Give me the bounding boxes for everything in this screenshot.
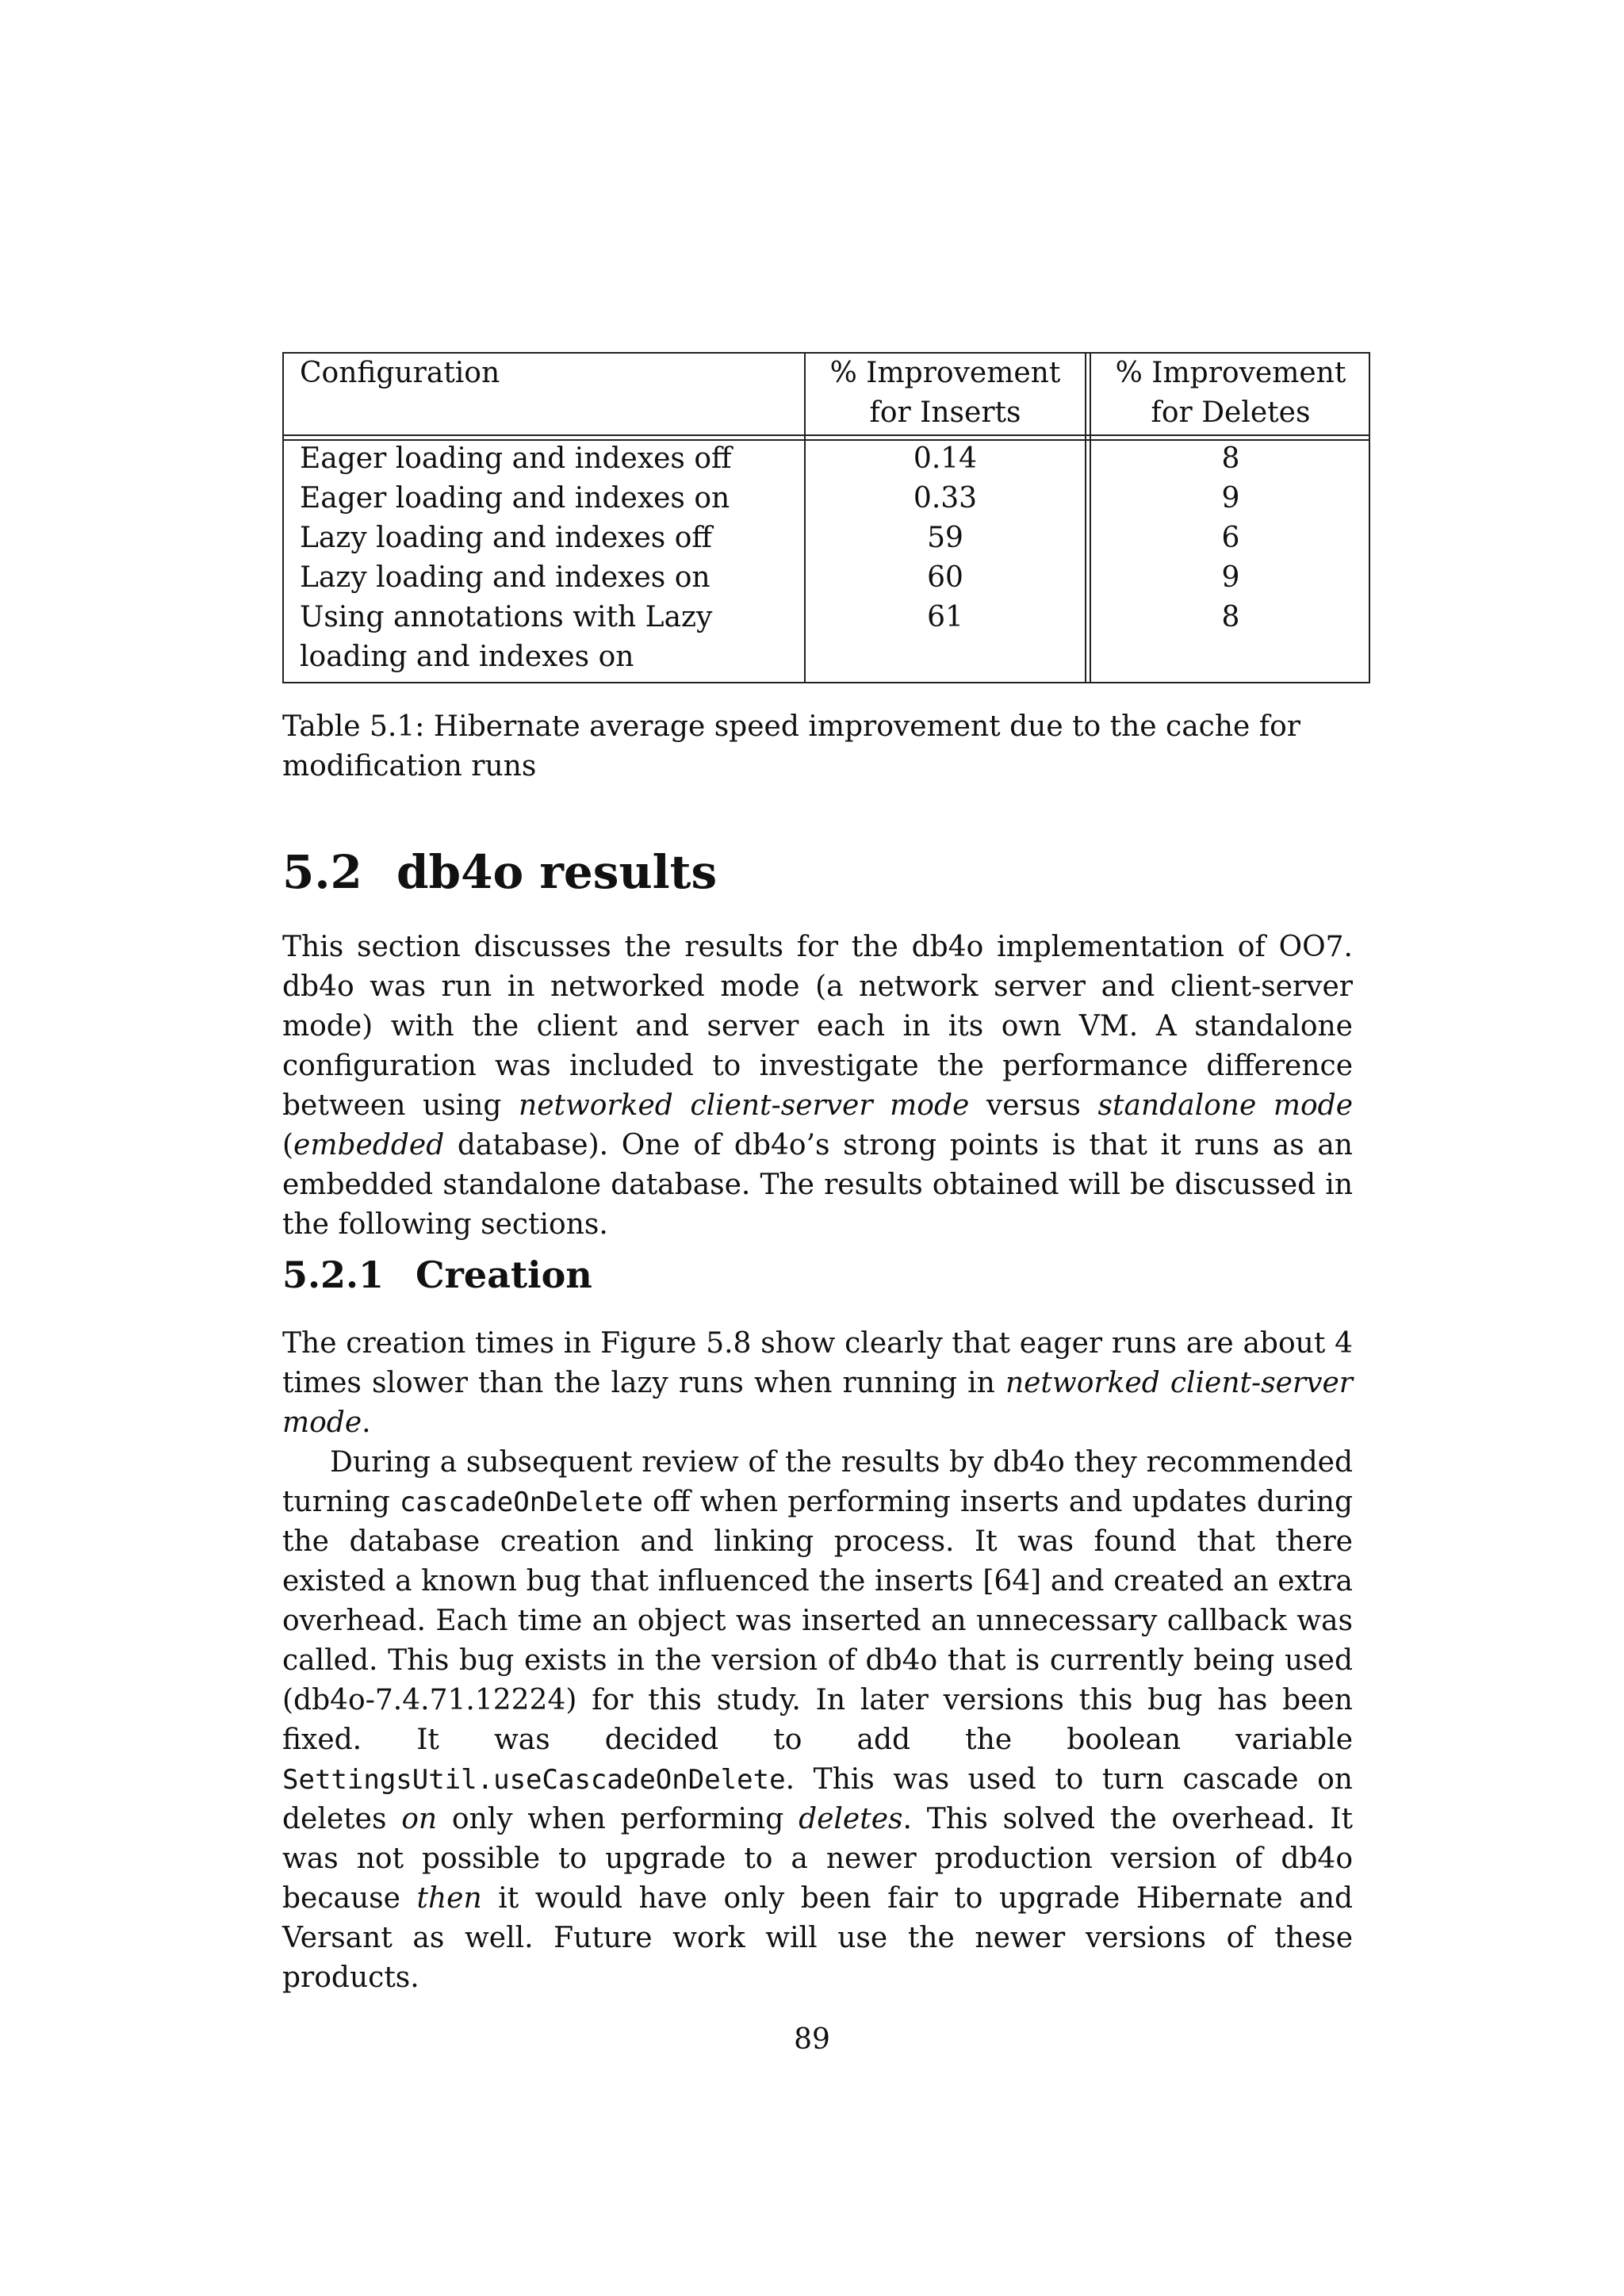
table-cell-deletes: 9 [1221, 561, 1240, 594]
creation-paragraph-1: The creation times in Figure 5.8 show clearly that eager runs are about 4 times slower than the lazy runs when running in networked client-server mode. [282, 1327, 1353, 1439]
table-cell-config: Eager loading and indexes off [300, 442, 732, 475]
section-number: 5.2 [282, 845, 362, 899]
subsection-number: 5.2.1 [282, 1253, 385, 1296]
table-cell-inserts: 59 [927, 522, 963, 554]
section-title: db4o results [396, 845, 718, 899]
table-cell-inserts: 0.14 [913, 442, 978, 475]
table-cell-deletes: 8 [1221, 442, 1240, 475]
table-cell-config: Lazy loading and indexes off [300, 522, 712, 554]
table-cell-config: Using annotations with Lazy [300, 601, 713, 633]
table-column-rule [1085, 354, 1086, 682]
subsection-title: Creation [416, 1253, 592, 1296]
creation-paragraph-2: During a subsequent review of the results by db4o they recommended turning cascadeOnDelete off when performing inserts and updates during the database creation and linking process. It was found that there existed a known bug that influenced the inserts [64] and created an extra overhead. Each time an object was inserted an unnecessary callback was called. This bug exists in the version of db4o that is currently being used (db4o-7.4.71.12224) for this study. In later versions this bug has been fixed. It was decided to add the boolean variable SettingsUtil.useCascadeOnDelete. This was used to turn cascade on deletes on only when performing deletes. This solved the overhead. It was not possible to upgrade to a newer production version of db4o because then it would have only been fair to upgrade Hibernate and Versant as well. Future work will use the newer versions of these products. [282, 1446, 1354, 1994]
table-header-deletes-line2: for Deletes [1151, 396, 1311, 429]
table-cell-inserts: 60 [927, 561, 963, 594]
table-header-rule [284, 434, 1369, 436]
table-header-inserts-line1: % Improvement [829, 357, 1061, 389]
results-table [282, 352, 1370, 683]
table-cell-deletes: 6 [1221, 522, 1240, 554]
section-paragraph: This section discusses the results for the db4o implementation of OO7. db4o was run in networked mode (a network server and client-server mode) with the client and server each in its own VM. A standalone configuration was included to investigate the performance difference between using networked client-server mode versus standalone mode (embedded database). One of db4o’s strong points is that it runs as an embedded standalone database. The results obtained will be discussed in the following sections. [282, 931, 1354, 1241]
subsection-heading [282, 1251, 592, 1299]
page-number: 89 [794, 2023, 830, 2056]
table-cell-config-cont: loading and indexes on [300, 641, 634, 673]
table-cell-deletes: 9 [1221, 482, 1240, 515]
table-cell-deletes: 8 [1221, 601, 1240, 633]
code-settingsutil: SettingsUtil.useCascadeOnDelete [282, 1764, 786, 1796]
table-header-inserts-line2: for Inserts [869, 396, 1021, 429]
table-cell-inserts: 61 [927, 601, 963, 633]
table-cell-config: Eager loading and indexes on [300, 482, 730, 515]
table-header-deletes-line1: % Improvement [1115, 357, 1346, 389]
table-caption: Table 5.1: Hibernate average speed improvement due to the cache for modification runs [282, 710, 1300, 783]
table-cell-inserts: 0.33 [913, 482, 978, 515]
code-cascadeondelete: cascadeOnDelete [399, 1487, 643, 1518]
table-cell-config: Lazy loading and indexes on [300, 561, 710, 594]
table-header-configuration: Configuration [300, 357, 500, 389]
section-heading [282, 840, 717, 904]
